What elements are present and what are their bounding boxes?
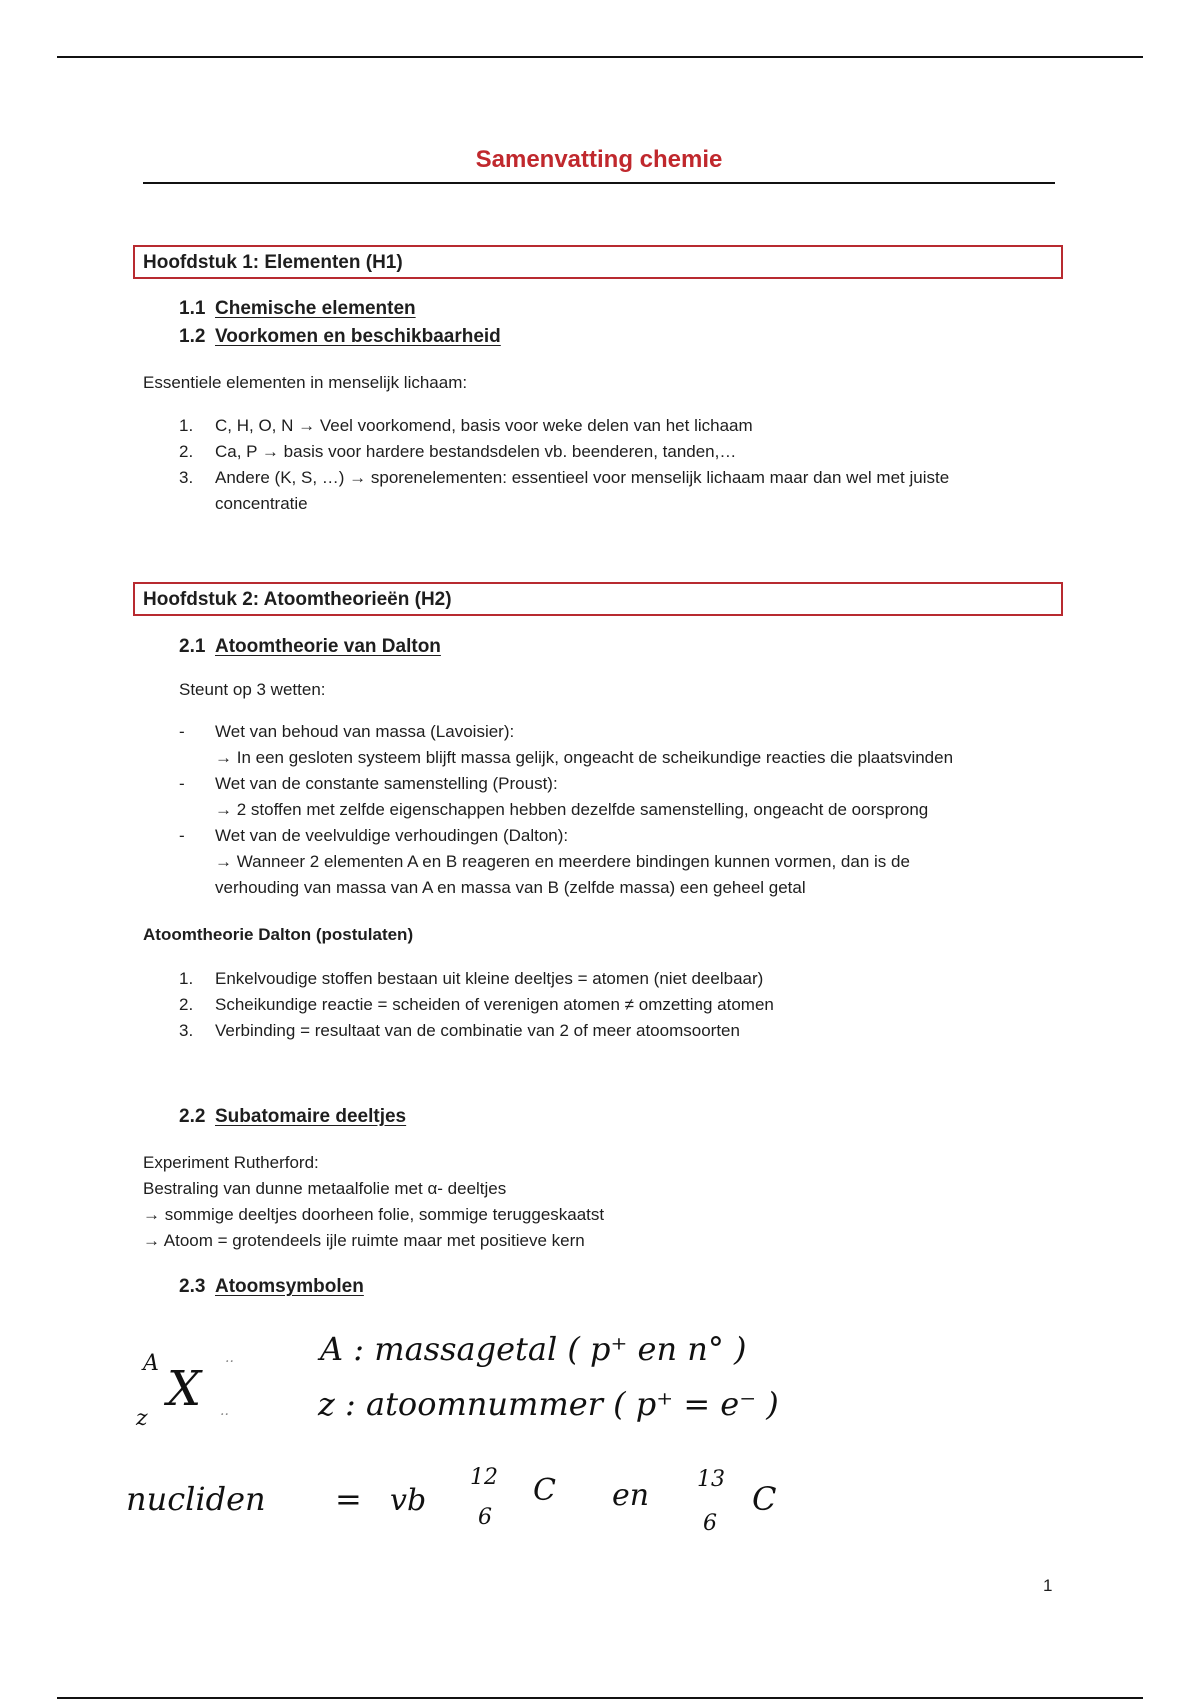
section-number: 1.2	[179, 326, 206, 347]
hw-line-mass: A : massagetal ( p⁺ en n° )	[320, 1330, 747, 1368]
list-marker: 1.	[179, 969, 194, 988]
chapter-2-heading: Hoofdstuk 2: Atoomtheorieën (H2)	[133, 582, 1063, 616]
laws-intro: Steunt op 3 wetten:	[179, 680, 326, 699]
hw-nuclide1-number: 6	[478, 1505, 492, 1530]
list-text: Ca, P → basis voor hardere bestandsdelen vb. beenderen, tanden,…	[215, 442, 737, 461]
chapter-1-heading: Hoofdstuk 1: Elementen (H1)	[133, 245, 1063, 279]
list-marker: -	[179, 722, 185, 741]
rutherford-line: → Atoom = grotendeels ijle ruimte maar met positieve kern	[143, 1231, 585, 1250]
hw-nucliden: nucliden	[126, 1480, 266, 1518]
law-description: → Wanneer 2 elementen A en B reageren en meerdere bindingen kunnen vormen, dan is de verhouding van massa van A en massa van B (zelfde massa) een geheel getal	[215, 852, 910, 897]
document-title: Samenvatting chemie	[475, 146, 723, 173]
hw-atomic-symbol: z	[136, 1406, 148, 1431]
section-number: 2.2	[179, 1106, 206, 1127]
hw-line-atomic: z : atoomnummer ( p⁺ = e⁻ )	[318, 1385, 779, 1423]
list-marker: -	[179, 826, 185, 845]
section-title: Atoomsymbolen	[215, 1276, 364, 1297]
hw-vb: vb	[390, 1483, 427, 1518]
section-number: 1.1	[179, 298, 206, 319]
list-text: Scheikundige reactie = scheiden of verenigen atomen ≠ omzetting atomen	[215, 995, 774, 1014]
rutherford-line: Experiment Rutherford:	[143, 1153, 319, 1172]
list-text: Enkelvoudige stoffen bestaan uit kleine deeltjes = atomen (niet deelbaar)	[215, 969, 764, 988]
hw-dots: ..	[220, 1403, 229, 1419]
rutherford-line: Bestraling van dunne metaalfolie met α- deeltjes	[143, 1179, 507, 1198]
postulates-heading: Atoomtheorie Dalton (postulaten)	[143, 925, 414, 944]
law-description: → 2 stoffen met zelfde eigenschappen hebben dezelfde samenstelling, ongeacht de oorsprong	[215, 800, 929, 819]
page-bottom-rule	[57, 1697, 1143, 1699]
law-name: Wet van de veelvuldige verhoudingen (Dalton):	[215, 826, 569, 845]
hw-en: en	[612, 1478, 650, 1513]
law-description: → In een gesloten systeem blijft massa gelijk, ongeacht de scheikundige reacties die plaatsvinden	[215, 748, 954, 767]
law-name: Wet van de constante samenstelling (Proust):	[215, 774, 558, 793]
list-marker: 2.	[179, 995, 194, 1014]
section-number: 2.1	[179, 636, 206, 657]
list-marker: 3.	[179, 1021, 194, 1040]
hw-dots: ..	[225, 1350, 234, 1366]
hw-nuclide2-symbol: C	[752, 1480, 777, 1518]
list-marker: 1.	[179, 416, 194, 435]
hw-nuclide1-mass: 12	[470, 1465, 498, 1490]
hw-nuclide2-number: 6	[703, 1511, 717, 1536]
section-title: Chemische elementen	[215, 298, 416, 319]
elements-intro: Essentiele elementen in menselijk lichaam:	[143, 373, 468, 392]
hw-nuclide2-mass: 13	[697, 1467, 725, 1492]
hw-element-symbol: X	[167, 1361, 202, 1417]
hw-equals: =	[335, 1480, 362, 1518]
list-marker: -	[179, 774, 185, 793]
law-name: Wet van behoud van massa (Lavoisier):	[215, 722, 515, 741]
list-text: Andere (K, S, …) → sporenelementen: essentieel voor menselijk lichaam maar dan wel met juiste concentratie	[215, 468, 950, 513]
hw-nuclide1-symbol: C	[533, 1473, 556, 1508]
section-number: 2.3	[179, 1276, 206, 1297]
section-title: Atoomtheorie van Dalton	[215, 636, 441, 657]
list-marker: 3.	[179, 468, 194, 487]
list-text: C, H, O, N → Veel voorkomend, basis voor weke delen van het lichaam	[215, 416, 753, 435]
list-marker: 2.	[179, 442, 194, 461]
section-title: Voorkomen en beschikbaarheid	[215, 326, 501, 347]
list-text: Verbinding = resultaat van de combinatie van 2 of meer atoomsoorten	[215, 1021, 740, 1040]
rutherford-line: → sommige deeltjes doorheen folie, sommige teruggeskaatst	[143, 1205, 605, 1224]
section-title: Subatomaire deeltjes	[215, 1106, 407, 1127]
page-number: 1	[1043, 1576, 1053, 1595]
hw-mass-symbol: A	[143, 1351, 159, 1376]
